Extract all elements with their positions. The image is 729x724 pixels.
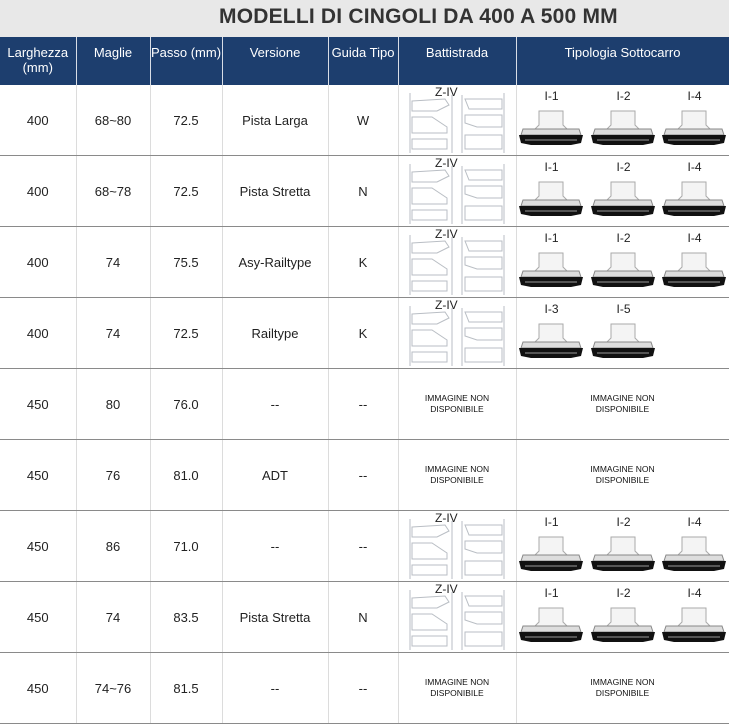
cell-guida: N — [328, 582, 398, 653]
cell-larghezza: 400 — [0, 298, 76, 369]
tread-figure — [407, 513, 507, 579]
cell-maglie: 76 — [76, 440, 150, 511]
cell-larghezza: 400 — [0, 156, 76, 227]
undercarriage-item — [662, 231, 726, 293]
undercarriage-item — [519, 160, 583, 222]
cell-maglie: 74~76 — [76, 653, 150, 724]
undercarriage-list — [517, 87, 729, 153]
cell-tipologia — [516, 440, 729, 511]
cell-passo: 81.0 — [150, 440, 222, 511]
undercarriage-list — [517, 513, 729, 579]
cell-tipologia — [516, 227, 729, 298]
undercarriage-item — [591, 302, 655, 364]
cell-battistrada — [398, 227, 516, 298]
cell-larghezza: 450 — [0, 653, 76, 724]
undercarriage-code: I-2 — [616, 160, 631, 174]
undercarriage-image — [591, 180, 655, 220]
undercarriage-item — [519, 302, 583, 364]
header-battistrada: Battistrada — [398, 37, 516, 85]
undercarriage-image — [662, 251, 726, 291]
cell-larghezza: 450 — [0, 369, 76, 440]
table-row — [0, 582, 729, 653]
undercarriage-image — [591, 322, 655, 362]
cell-passo: 83.5 — [150, 582, 222, 653]
undercarriage-code: I-1 — [544, 586, 559, 600]
cell-tipologia — [516, 369, 729, 440]
cell-guida: N — [328, 156, 398, 227]
cell-guida: -- — [328, 653, 398, 724]
cell-passo: 72.5 — [150, 156, 222, 227]
undercarriage-image — [519, 109, 583, 149]
undercarriage-list — [517, 300, 729, 366]
cell-tipologia — [516, 653, 729, 724]
undercarriage-code: I-1 — [544, 160, 559, 174]
cell-maglie: 80 — [76, 369, 150, 440]
undercarriage-list — [517, 584, 729, 650]
cell-battistrada — [398, 653, 516, 724]
cell-battistrada — [398, 369, 516, 440]
tread-figure — [407, 229, 507, 295]
undercarriage-code: I-4 — [687, 586, 702, 600]
undercarriage-image — [519, 535, 583, 575]
undercarriage-code: I-1 — [544, 515, 559, 529]
undercarriage-code: I-2 — [616, 231, 631, 245]
undercarriage-code: I-2 — [616, 515, 631, 529]
cell-guida: K — [328, 227, 398, 298]
undercarriage-item — [519, 89, 583, 151]
undercarriage-item — [591, 231, 655, 293]
cell-passo: 75.5 — [150, 227, 222, 298]
track-models-table — [0, 37, 729, 724]
table-row — [0, 85, 729, 156]
header-row — [0, 37, 729, 85]
image-unavailable-text: IMMAGINE NON DISPONIBILE — [424, 393, 490, 414]
undercarriage-image — [519, 322, 583, 362]
page-title: MODELLI DI CINGOLI DA 400 A 500 MM — [219, 5, 618, 28]
image-unavailable-text: IMMAGINE NON DISPONIBILE — [590, 393, 655, 414]
cell-versione: ADT — [222, 440, 328, 511]
tread-figure — [407, 300, 507, 366]
undercarriage-code: I-4 — [687, 515, 702, 529]
undercarriage-code: I-4 — [687, 89, 702, 103]
table-row — [0, 653, 729, 724]
table-row — [0, 227, 729, 298]
undercarriage-image — [591, 251, 655, 291]
undercarriage-image — [591, 535, 655, 575]
cell-guida: -- — [328, 511, 398, 582]
undercarriage-code: I-2 — [616, 586, 631, 600]
cell-passo: 76.0 — [150, 369, 222, 440]
cell-guida: -- — [328, 369, 398, 440]
undercarriage-item — [591, 515, 655, 577]
undercarriage-list — [517, 229, 729, 295]
header-versione: Versione — [222, 37, 328, 85]
image-unavailable-text: IMMAGINE NON DISPONIBILE — [424, 677, 490, 698]
undercarriage-code: I-3 — [544, 302, 559, 316]
cell-battistrada — [398, 156, 516, 227]
undercarriage-item — [519, 586, 583, 648]
image-unavailable-text: IMMAGINE NON DISPONIBILE — [424, 464, 490, 485]
image-unavailable-text: IMMAGINE NON DISPONIBILE — [590, 677, 655, 698]
tread-figure — [407, 158, 507, 224]
header-tipologia: Tipologia Sottocarro — [516, 37, 729, 85]
cell-versione: -- — [222, 511, 328, 582]
undercarriage-image — [519, 180, 583, 220]
cell-maglie: 74 — [76, 298, 150, 369]
undercarriage-item — [519, 515, 583, 577]
tread-label: Z-IV — [435, 582, 458, 596]
tread-figure — [407, 584, 507, 650]
header-larghezza: Larghezza (mm) — [0, 37, 76, 85]
tread-label: Z-IV — [435, 511, 458, 525]
cell-versione: Pista Larga — [222, 85, 328, 156]
cell-versione: Asy-Railtype — [222, 227, 328, 298]
undercarriage-item — [591, 89, 655, 151]
undercarriage-code: I-4 — [687, 231, 702, 245]
undercarriage-image — [519, 606, 583, 646]
undercarriage-image — [519, 251, 583, 291]
undercarriage-code: I-4 — [687, 160, 702, 174]
cell-versione: Pista Stretta — [222, 582, 328, 653]
tread-figure — [407, 87, 507, 153]
undercarriage-code: I-1 — [544, 231, 559, 245]
cell-tipologia — [516, 298, 729, 369]
undercarriage-item — [591, 160, 655, 222]
header-maglie: Maglie — [76, 37, 150, 85]
cell-tipologia — [516, 582, 729, 653]
cell-maglie: 74 — [76, 227, 150, 298]
tread-label: Z-IV — [435, 85, 458, 99]
cell-guida: -- — [328, 440, 398, 511]
header-guida: Guida Tipo — [328, 37, 398, 85]
cell-larghezza: 400 — [0, 227, 76, 298]
cell-larghezza: 400 — [0, 85, 76, 156]
undercarriage-list — [517, 158, 729, 224]
cell-battistrada — [398, 440, 516, 511]
cell-larghezza: 450 — [0, 582, 76, 653]
tread-label: Z-IV — [435, 227, 458, 241]
undercarriage-image — [662, 535, 726, 575]
undercarriage-code: I-5 — [616, 302, 631, 316]
undercarriage-image — [591, 606, 655, 646]
undercarriage-item — [662, 89, 726, 151]
cell-passo: 81.5 — [150, 653, 222, 724]
image-unavailable-text: IMMAGINE NON DISPONIBILE — [590, 464, 655, 485]
cell-versione: Railtype — [222, 298, 328, 369]
table-row — [0, 156, 729, 227]
cell-guida: W — [328, 85, 398, 156]
cell-maglie: 86 — [76, 511, 150, 582]
cell-versione: Pista Stretta — [222, 156, 328, 227]
undercarriage-item — [519, 231, 583, 293]
undercarriage-item — [662, 160, 726, 222]
cell-battistrada — [398, 85, 516, 156]
cell-tipologia — [516, 156, 729, 227]
undercarriage-code: I-2 — [616, 89, 631, 103]
undercarriage-item — [591, 586, 655, 648]
undercarriage-item — [662, 515, 726, 577]
cell-versione: -- — [222, 369, 328, 440]
header-passo: Passo (mm) — [150, 37, 222, 85]
cell-battistrada — [398, 582, 516, 653]
cell-versione: -- — [222, 653, 328, 724]
table-row — [0, 511, 729, 582]
cell-battistrada — [398, 511, 516, 582]
cell-maglie: 68~78 — [76, 156, 150, 227]
cell-maglie: 74 — [76, 582, 150, 653]
undercarriage-code: I-1 — [544, 89, 559, 103]
tread-label: Z-IV — [435, 156, 458, 170]
table-row — [0, 298, 729, 369]
cell-passo: 71.0 — [150, 511, 222, 582]
cell-larghezza: 450 — [0, 440, 76, 511]
cell-larghezza: 450 — [0, 511, 76, 582]
cell-guida: K — [328, 298, 398, 369]
undercarriage-image — [662, 180, 726, 220]
cell-tipologia — [516, 85, 729, 156]
undercarriage-item — [662, 586, 726, 648]
cell-battistrada — [398, 298, 516, 369]
tread-label: Z-IV — [435, 298, 458, 312]
undercarriage-image — [591, 109, 655, 149]
table-row — [0, 369, 729, 440]
cell-maglie: 68~80 — [76, 85, 150, 156]
cell-passo: 72.5 — [150, 298, 222, 369]
cell-passo: 72.5 — [150, 85, 222, 156]
cell-tipologia — [516, 511, 729, 582]
title-bar — [0, 0, 729, 37]
undercarriage-image — [662, 109, 726, 149]
undercarriage-image — [662, 606, 726, 646]
table-row — [0, 440, 729, 511]
